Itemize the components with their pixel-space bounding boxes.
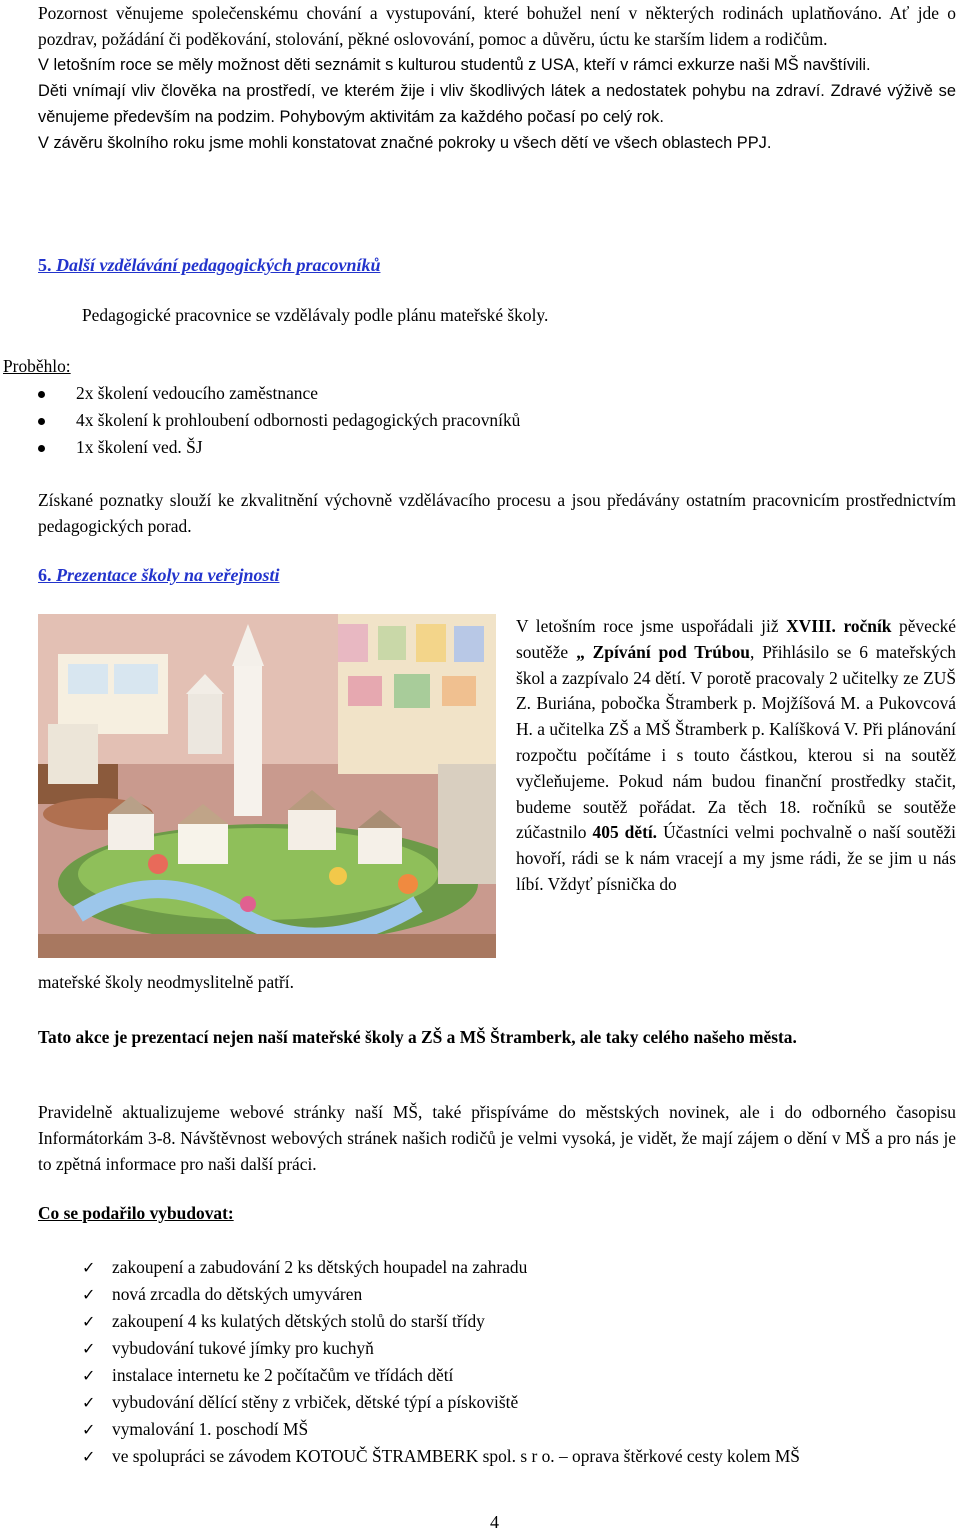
contest-text-part: , Přihlásilo se 6 mateřských škol a zazpívalo 24 dětí. V porotě pracovaly 2 učitelky ze ZUŠ Z. Buriána, pobočka Štramberk p. Mojžíšová M. a Pukovcová H. a učitelka ZŠ a MŠ Štramberk p. Kalíšková V. Při plánování rozpočtu počítáme i s touto částkou, kterou si na soutěž vyčleňujeme. Pokud nám budou finanční prostředky stačit, budeme soutěž pořádat. Za těch 18. ročníků se soutěže zúčastnilo: [516, 641, 956, 843]
contest-name: „ Zpívání pod Trúbou: [576, 641, 750, 662]
section-5-number: 5.: [38, 255, 52, 275]
contest-text-part: Účastníci velmi pochvalně o naší soutěži hovoří, rádi se k nám vracejí a my jsme rádi, že se jim u nás líbí. Vždyť písnička do: [516, 822, 957, 894]
intro-paragraph-manners: Pozornost věnujeme společenskému chování a vystupování, které bohužel není v některých rodinách uplatňováno. Ať jde o pozdrav, požádání či poděkování, stolování, pěkné oslovování, pomoc a důvěru, úctu ke starším lidem a rodičům.: [38, 3, 956, 49]
section-5-heading: [38, 255, 380, 276]
list-item: ✓ vybudování dělící stěny z vrbiček, dětské týpí a pískoviště: [112, 1389, 956, 1416]
list-item: 2x školení vedoucího zaměstnance: [76, 380, 520, 407]
intro-paragraph-health: [38, 78, 956, 130]
section-5-outro: Získané poznatky slouží ke zkvalitnění výchovně vzdělávacího procesu a jsou předávány ostatním pracovnicím prostřednictvím pedagogických porad.: [38, 490, 956, 536]
page-number: 4: [490, 1512, 499, 1532]
list-item: ✓ zakoupení 4 ks kulatých dětských stolů do starší třídy: [112, 1308, 956, 1335]
intro-paragraph-progress: V závěru školního roku jsme mohli konstatovat značné pokroky u všech dětí ve všech oblastech PPJ.: [38, 134, 772, 152]
trainings-label: Proběhlo:: [3, 356, 71, 376]
list-item: ✓ instalace internetu ke 2 počítačům ve třídách dětí: [112, 1362, 956, 1389]
website-paragraph: Pravidelně aktualizujeme webové stránky naší MŠ, také přispíváme do městských novinek, ale i do odborného časopisu Informátorkám 3-8. Návštěvnost webových stránek našich rodičů je velmi vysoká, je vidět, že mají zájem o dění v MŠ a pro nás je to zpětná informace pro naši další práci.: [38, 1102, 956, 1174]
built-list: [112, 1254, 956, 1470]
built-heading: Co se podařilo vybudovat:: [38, 1203, 234, 1223]
contest-edition: XVIII. ročník: [786, 616, 892, 636]
trainings-list: [76, 380, 520, 461]
intro-block: [38, 0, 956, 156]
section-5-title: Další vzdělávání pedagogických pracovníků: [56, 255, 381, 275]
list-item: ✓ vybudování tukové jímky pro kuchyň: [112, 1335, 956, 1362]
contest-text-block: [516, 614, 956, 898]
contest-paragraph: [516, 614, 956, 898]
intro-paragraph-usa: V letošním roce se měly možnost děti seznámit s kulturou studentů z USA, kteří v rámci exkurze naši MŠ navštívili.: [38, 56, 871, 74]
list-item: ✓ ve spolupráci se závodem KOTOUČ ŠTRAMBERK spol. s r o. – oprava štěrkové cesty kolem MŠ: [112, 1443, 956, 1470]
section-6-number: 6.: [38, 565, 52, 585]
section-5-intro: Pedagogické pracovnice se vzdělávaly podle plánu mateřské školy.: [82, 305, 549, 325]
list-item: 4x školení k prohloubení odbornosti pedagogických pracovníků: [76, 407, 520, 434]
event-statement: Tato akce je prezentací nejen naší mateřské školy a ZŠ a MŠ Štramberk, ale taky celého našeho města.: [38, 1027, 797, 1047]
list-item: 1x školení ved. ŠJ: [76, 434, 520, 461]
section-6-title: Prezentace školy na veřejnosti: [56, 565, 280, 585]
section-6-heading: [38, 565, 279, 586]
list-item: ✓ nová zrcadla do dětských umyváren: [112, 1281, 956, 1308]
nutrition-sentence: Zdravé výživě se věnujeme především na podzim.: [38, 82, 956, 126]
contest-text-part: pěvecké soutěže: [516, 616, 956, 662]
contest-text-tail: mateřské školy neodmyslitelně patří.: [38, 972, 294, 992]
movement-sentence: Pohybovým aktivitám za každého počasí po celý rok.: [279, 108, 664, 126]
classroom-photo: [38, 614, 496, 958]
list-item: ✓ zakoupení a zabudování 2 ks dětských houpadel na zahradu: [112, 1254, 956, 1281]
health-sentence: Děti vnímají vliv člověka na prostředí, ve kterém žije i vliv škodlivých látek a nedostatek pohybu na zdraví.: [38, 82, 825, 100]
contest-text-part: V letošním roce jsme uspořádali již: [516, 616, 787, 636]
list-item: ✓ vymalování 1. poschodí MŠ: [112, 1416, 956, 1443]
contest-participants: 405 dětí.: [592, 822, 658, 843]
classroom-photo-illustration: [38, 614, 496, 958]
